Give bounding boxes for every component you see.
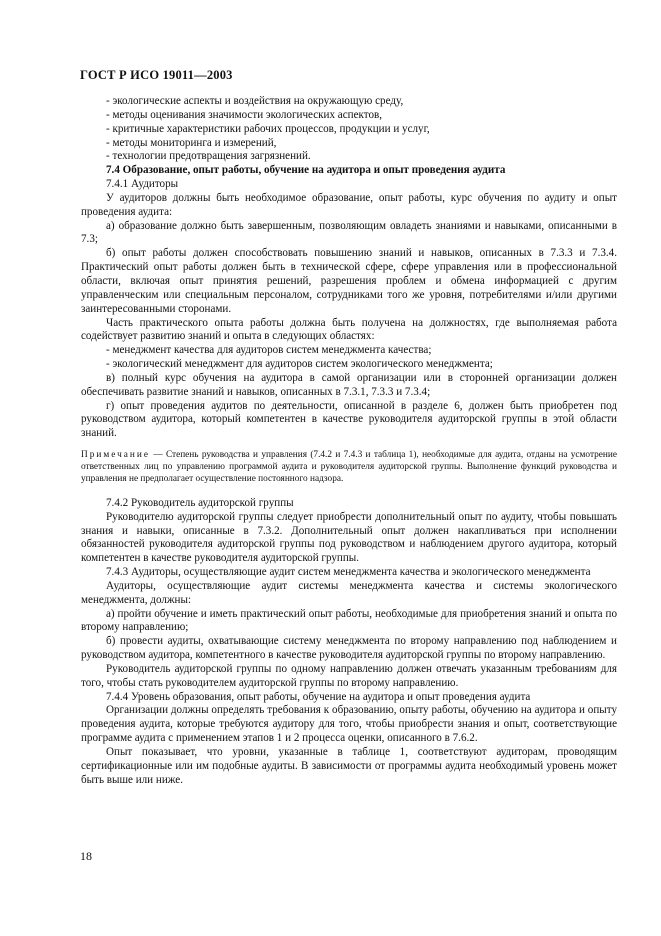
- paragraph: б) опыт работы должен способствовать повышению знаний и навыков, описанных в 7.3.3 и 7.3.4. Практический опыт работы должен быть в технической сфере, сфере управления или в профессиональной области, включая опыт принятия решений, разрешения проблем и обмена информацией с другим управленческим или специальным персоналом, сотрудниками того же уровня, потребителями и/или другими заинтересованными сторонами.: [81, 247, 617, 315]
- paragraph: - технологии предотвращения загрязнений.: [106, 150, 311, 163]
- page-header: ГОСТ Р ИСО 19011—2003: [80, 68, 233, 82]
- paragraph: Руководитель аудиторской группы по одному направлению должен отвечать указанным требованиям для того, чтобы стать руководителем аудиторской группы по второму направлению.: [81, 662, 617, 689]
- paragraph: г) опыт проведения аудитов по деятельности, описанной в разделе 6, должен быть приобретен под руководством аудитора, который компетентен в качестве руководителя аудиторской группы в этой области знаний.: [81, 399, 617, 440]
- section-7-4-2-to-7-4-4: [81, 497, 617, 788]
- paragraph: 7.4.1 Аудиторы: [106, 178, 179, 191]
- paragraph: - экологические аспекты и воздействия на окружающую среду,: [106, 95, 404, 107]
- paragraph: а) пройти обучение и иметь практический опыт работы, необходимые для приобретения знаний и опыта по второму направлению;: [81, 607, 617, 634]
- note: [81, 450, 617, 486]
- paragraph: - экологический менеджмент для аудиторов систем экологического менеджмента;: [106, 358, 493, 371]
- paragraph: 7.4 Образование, опыт работы, обучение на аудитора и опыт проведения аудита: [106, 164, 506, 177]
- paragraph: 7.4.3 Аудиторы, осуществляющие аудит систем менеджмента качества и экологического менеджмента: [106, 566, 591, 579]
- body-text: [81, 95, 617, 788]
- section-7-3-tail-and-7-4-1: [81, 95, 617, 441]
- paragraph: а) образование должно быть завершенным, позволяющим овладеть знаниями и навыками, описанными в 7.3;: [81, 219, 617, 246]
- note-label: Примечание: [81, 450, 150, 461]
- paragraph: в) полный курс обучения на аудитора в самой организации или в сторонней организации должен обеспечивать развитие знаний и навыков, описанных в 7.3.1, 7.3.3 и 7.3.4;: [81, 371, 617, 398]
- paragraph: - критичные характеристики рабочих процессов, продукции и услуг,: [106, 122, 430, 135]
- paragraph: 7.4.2 Руководитель аудиторской группы: [106, 496, 294, 509]
- paragraph: Руководителю аудиторской группы следует приобрести дополнительный опыт по аудиту, чтобы повышать знания и навыки, описанные в 7.3.2. Дополнительный опыт должен накапливаться при исполнении обязанностей руководителя аудиторской группы под руководством и наблюдением другого аудитора, который компетентен в качестве руководителя аудиторской группы.: [81, 510, 617, 565]
- paragraph: - методы мониторинга и измерений,: [106, 136, 277, 149]
- paragraph: 7.4.4 Уровень образования, опыт работы, обучение на аудитора и опыт проведения аудита: [106, 690, 531, 703]
- page-number: 18: [80, 849, 92, 863]
- note-text: — Степень руководства и управления (7.4.2 и 7.4.3 и таблица 1), необходимые для аудита, отданы на усмотрение ответственных лиц по управлению программой аудита и руководителя аудиторской группы. Выполнение функций руководства и управления не предполагает осуществление постоянного надзора.: [81, 450, 617, 484]
- paragraph: У аудиторов должны быть необходимое образование, опыт работы, курс обучения по аудиту и опыт проведения аудита:: [81, 191, 617, 218]
- paragraph: Опыт показывает, что уровни, указанные в таблице 1, соответствуют аудиторам, проводящим сертификационные или им подобные аудиты. В зависимости от программы аудита необходимый уровень может быть выше или ниже.: [81, 746, 617, 786]
- paragraph: - менеджмент качества для аудиторов систем менеджмента качества;: [106, 344, 432, 357]
- paragraph: Организации должны определять требования к образованию, опыту работы, обучению на аудитора и опыту проведения аудита, которые требуются аудитору для того, чтобы приобрести знания и опыт, соответствующие программе аудита с применением этапов 1 и 2 процесса оценки, описанного в 7.6.2.: [81, 704, 617, 745]
- paragraph: б) провести аудиты, охватывающие систему менеджмента по второму направлению под наблюдением и руководством аудитора, компетентного в качестве руководителя аудиторской группы по второму направлению.: [81, 635, 617, 662]
- paragraph: Часть практического опыта работы должна быть получена на должностях, где выполняемая работа содействует развитию знаний и опыта в следующих областях:: [81, 316, 617, 343]
- paragraph: Аудиторы, осуществляющие аудит системы менеджмента качества и системы экологического менеджмента, должны:: [81, 579, 617, 606]
- paragraph: - методы оценивания значимости экологических аспектов,: [106, 108, 383, 121]
